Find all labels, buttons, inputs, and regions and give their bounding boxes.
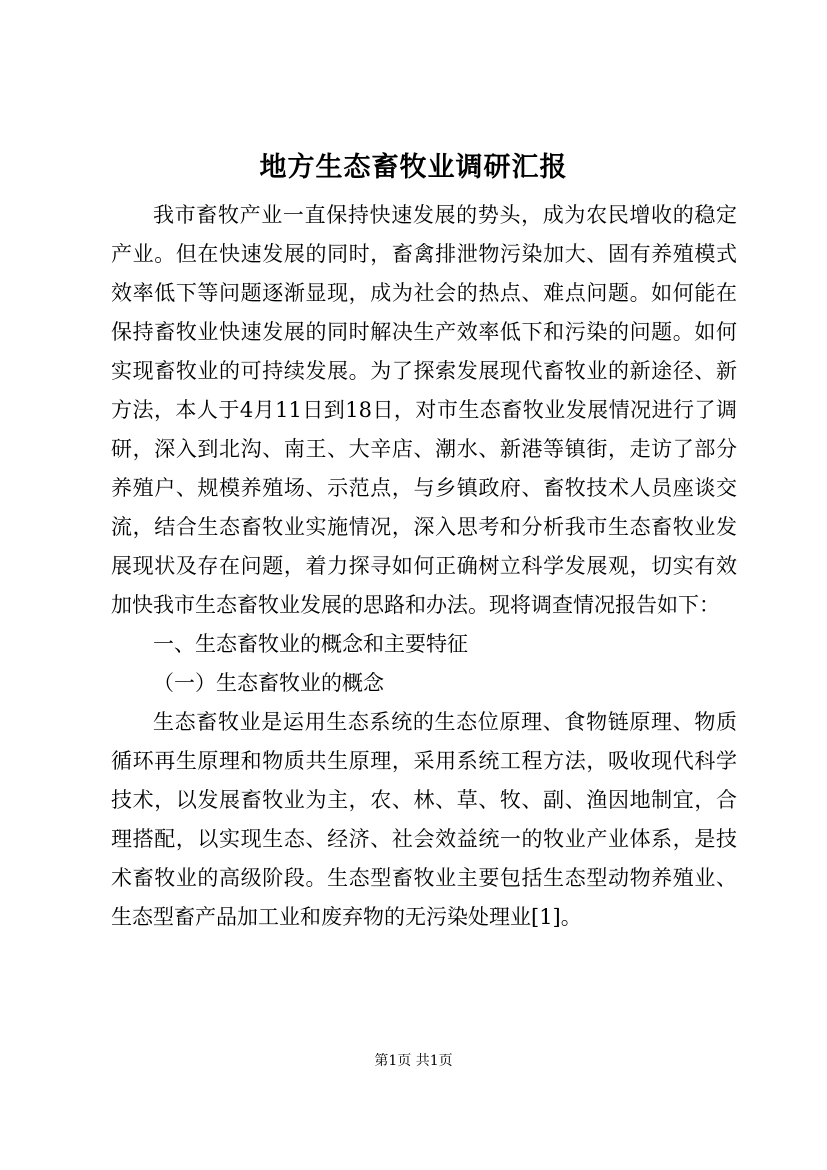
concept-paragraph: 生态畜牧业是运用生态系统的生态位原理、食物链原理、物质循环再生原理和物质共生原理，采用系统工程方法，吸收现代科学技术，以发展畜牧业为主，农、林、草、牧、副、渔因地制宜，合理搭配，以实现生态、经济、社会效益统一的牧业产业体系，是技术畜牧业的高级阶段。生态型畜牧业主要包括生态型动物养殖业、生态型畜产品加工业和废弃物的无污染处理业[1]。 (111, 710, 737, 929)
document-body (111, 196, 737, 937)
document-title: 地方生态畜牧业调研汇报 (259, 152, 568, 183)
intro-paragraph: 我市畜牧产业一直保持快速发展的势头，成为农民增收的稳定产业。但在快速发展的同时，畜禽排泄物污染加大、固有养殖模式效率低下等问题逐渐显现，成为社会的热点、难点问题。如何能在保持畜牧业快速发展的同时解决生产效率低下和污染的问题。如何实现畜牧业的可持续发展。为了探索发展现代畜牧业的新途径、新方法，本人于4月11日到18日，对市生态畜牧业发展情况进行了调研，深入到北沟、南王、大辛店、潮水、新港等镇街，走访了部分养殖户、规模养殖场、示范点，与乡镇政府、畜牧技术人员座谈交流，结合生态畜牧业实施情况，深入思考和分析我市生态畜牧业发展现状及存在问题，着力探寻如何正确树立科学发展观，切实有效加快我市生态畜牧业发展的思路和办法。现将调查情况报告如下： (111, 203, 737, 617)
page-number: 第1页 共1页 (374, 1053, 453, 1069)
section-heading: 一、生态畜牧业的概念和主要特征 (153, 632, 468, 656)
subsection-heading: （一）生态畜牧业的概念 (153, 671, 384, 695)
